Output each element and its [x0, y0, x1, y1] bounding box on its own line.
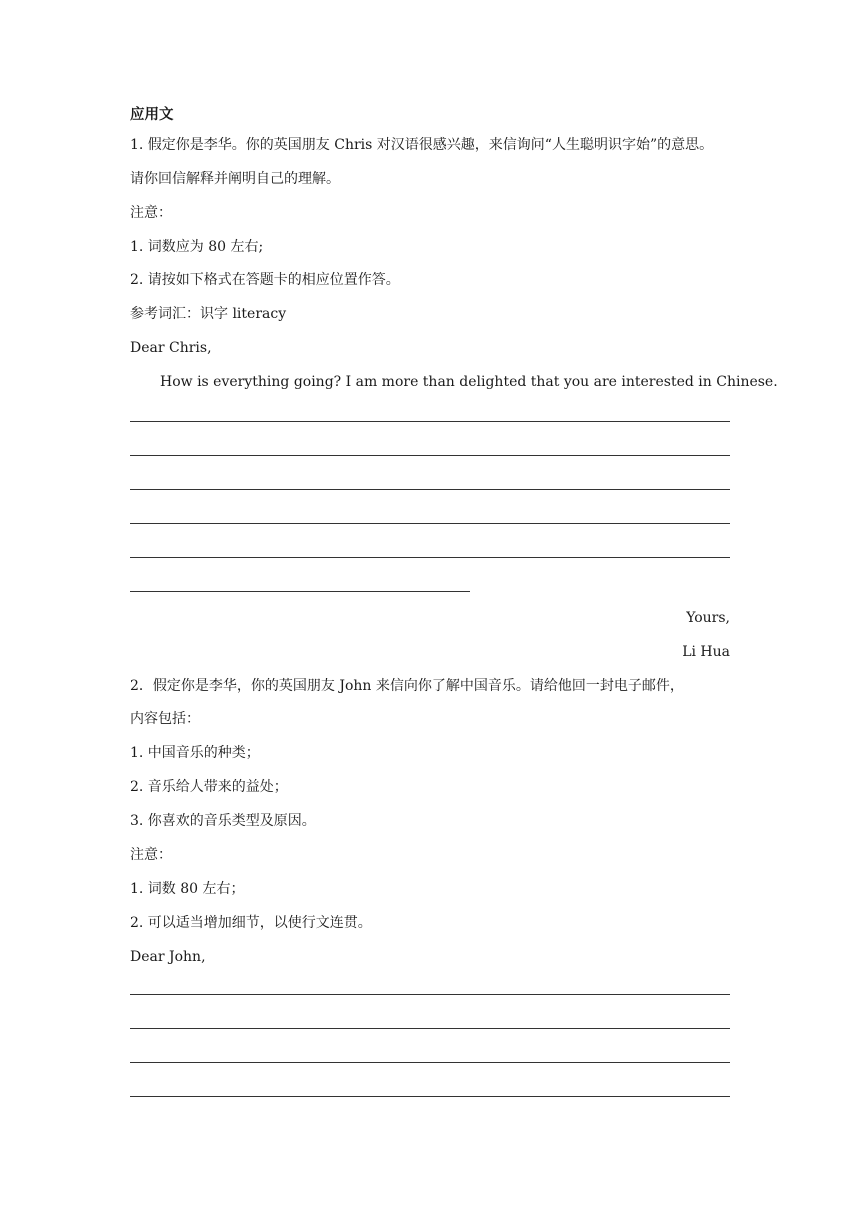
q1-answer-line[interactable]: [130, 523, 730, 524]
q1-closing: Yours,: [686, 610, 730, 626]
q1-prompt-line1: 1. 假定你是李华。你的英国朋友 Chris 对汉语很感兴趣，来信询问“人生聪明识字始”的意思。: [130, 137, 714, 153]
q1-vocab: 参考词汇：识字 literacy: [130, 306, 287, 322]
q1-note-label: 注意：: [130, 205, 172, 221]
q2-answer-line[interactable]: [130, 1028, 730, 1029]
q2-answer-line[interactable]: [130, 994, 730, 995]
q1-note-2: 2. 请按如下格式在答题卡的相应位置作答。: [130, 272, 400, 288]
q1-answer-line[interactable]: [130, 557, 730, 558]
q2-prompt-line2: 内容包括：: [130, 711, 200, 727]
q2-item-1: 1. 中国音乐的种类；: [130, 745, 260, 761]
section-title: 应用文: [130, 106, 174, 123]
q1-answer-line[interactable]: [130, 489, 730, 490]
q2-prompt-line1: 2．假定你是李华，你的英国朋友 John 来信向你了解中国音乐。请给他回一封电子邮件，: [130, 678, 684, 694]
q1-answer-line[interactable]: [130, 455, 730, 456]
q2-item-2: 2. 音乐给人带来的益处；: [130, 779, 288, 795]
q1-opening-sentence: How is everything going? I am more than delighted that you are interested in Chinese.: [160, 374, 778, 390]
q1-answer-line[interactable]: [130, 421, 730, 422]
q1-note-1: 1. 词数应为 80 左右;: [130, 239, 264, 255]
q2-answer-line[interactable]: [130, 1096, 730, 1097]
q2-note-label: 注意：: [130, 847, 172, 863]
q2-salutation: Dear John,: [130, 949, 206, 965]
q2-note-1: 1. 词数 80 左右；: [130, 881, 245, 897]
q1-answer-line-short[interactable]: [130, 591, 470, 592]
q1-salutation: Dear Chris,: [130, 340, 212, 356]
q2-answer-line[interactable]: [130, 1062, 730, 1063]
q2-item-3: 3. 你喜欢的音乐类型及原因。: [130, 813, 316, 829]
q1-prompt-line2: 请你回信解释并阐明自己的理解。: [130, 171, 340, 187]
q1-signature: Li Hua: [682, 644, 730, 660]
q2-note-2: 2. 可以适当增加细节，以使行文连贯。: [130, 915, 372, 931]
